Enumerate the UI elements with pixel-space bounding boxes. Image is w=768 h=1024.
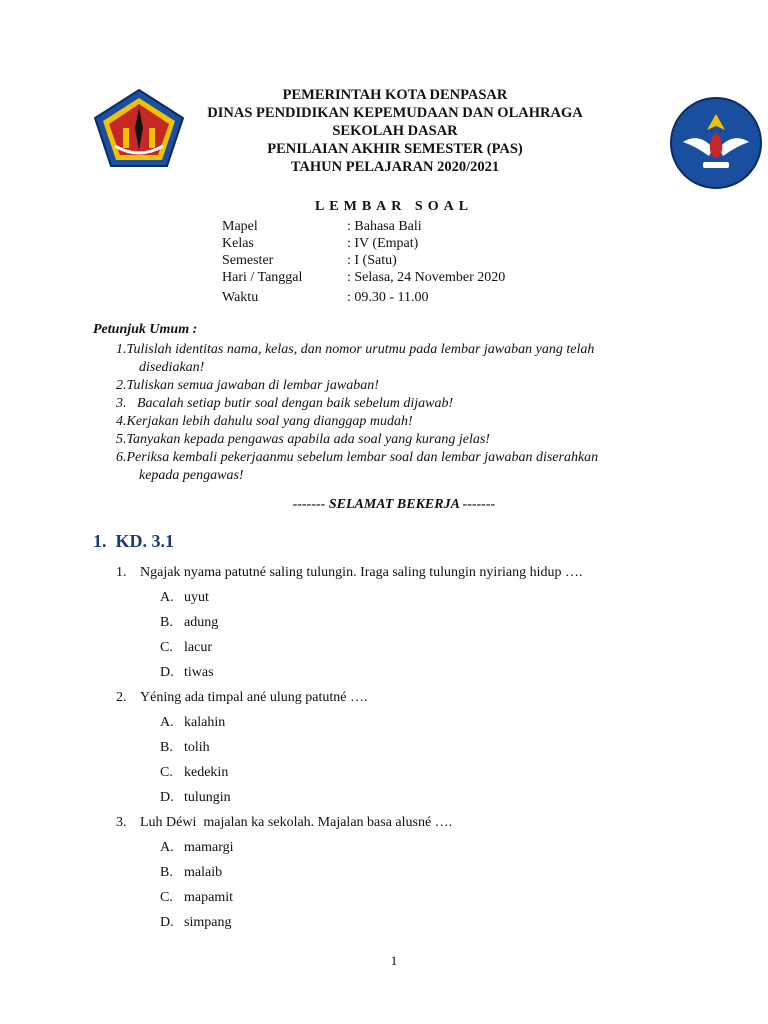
question-number: 1. [116, 565, 127, 580]
option-letter: C. [160, 640, 173, 655]
option-text: mapamit [184, 890, 233, 905]
instruction-text: 6.Periksa kembali pekerjaanmu sebelum lembar soal dan lembar jawaban diserahkan [116, 450, 599, 465]
option-text: tolih [184, 740, 210, 755]
answer-option [116, 763, 582, 788]
info-row-date [222, 269, 505, 286]
option-letter: B. [160, 865, 173, 880]
question-number: 2. [116, 690, 127, 705]
question-text: Yéning ada timpal ané ulung patutné …. [140, 690, 368, 705]
instruction-continuation: kepada pengawas! [139, 468, 244, 483]
closing-greeting: ------- SELAMAT BEKERJA ------- [292, 497, 496, 512]
info-value: : 09.30 - 11.00 [347, 290, 429, 305]
question-item [116, 813, 582, 838]
option-text: uyut [184, 590, 209, 605]
exam-info [222, 218, 505, 306]
info-label: Hari / Tanggal [222, 270, 303, 285]
sheet-title: LEMBAR SOAL [314, 199, 474, 214]
answer-option [116, 888, 582, 913]
option-text: adung [184, 615, 219, 630]
option-text: kedekin [184, 765, 229, 780]
option-letter: A. [160, 715, 174, 730]
answer-option [116, 788, 582, 813]
question-item [116, 563, 582, 588]
option-letter: C. [160, 765, 173, 780]
info-label: Mapel [222, 219, 258, 234]
instructions-heading: Petunjuk Umum : [93, 322, 198, 337]
section-heading: 1. KD. 3.1 [93, 531, 174, 551]
info-row-class [222, 235, 505, 252]
info-row-subject [222, 218, 505, 235]
option-text: simpang [184, 915, 232, 930]
info-value: : Bahasa Bali [347, 219, 422, 234]
info-value: : Selasa, 24 November 2020 [347, 270, 506, 285]
instruction-item [116, 341, 694, 377]
page-number: 1 [390, 953, 398, 968]
header-line-school: SEKOLAH DASAR [332, 123, 458, 139]
option-letter: C. [160, 890, 173, 905]
question-text: Ngajak nyama patutné saling tulungin. Iraga saling tulungin nyiriang hidup …. [140, 565, 583, 580]
instruction-text: 4.Kerjakan lebih dahulu soal yang dianggap mudah! [116, 414, 413, 429]
instruction-text: 2.Tuliskan semua jawaban di lembar jawaban! [116, 378, 379, 393]
school-header [180, 86, 610, 176]
option-text: malaib [184, 865, 223, 880]
answer-option [116, 588, 582, 613]
instruction-continuation: disediakan! [139, 360, 205, 375]
question-number: 3. [116, 815, 127, 830]
instruction-item [116, 395, 694, 413]
info-label: Kelas [222, 236, 254, 251]
option-letter: A. [160, 590, 174, 605]
answer-option [116, 863, 582, 888]
option-letter: D. [160, 790, 174, 805]
answer-option [116, 838, 582, 863]
option-letter: B. [160, 740, 173, 755]
instructions-list [116, 341, 694, 485]
option-letter: B. [160, 615, 173, 630]
answer-option [116, 663, 582, 688]
instruction-text: 5.Tanyakan kepada pengawas apabila ada soal yang kurang jelas! [116, 432, 490, 447]
option-letter: D. [160, 665, 174, 680]
answer-option [116, 713, 582, 738]
instruction-item [116, 449, 694, 485]
info-row-semester [222, 252, 505, 269]
question-text: Luh Déwi majalan ka sekolah. Majalan basa alusné …. [140, 815, 453, 830]
answer-option [116, 913, 582, 938]
header-line-year: TAHUN PELAJARAN 2020/2021 [290, 159, 500, 175]
instruction-item [116, 377, 694, 395]
info-value: : I (Satu) [347, 253, 397, 268]
option-text: lacur [184, 640, 212, 655]
option-letter: D. [160, 915, 174, 930]
info-label: Semester [222, 253, 274, 268]
option-letter: A. [160, 840, 174, 855]
header-line-government: PEMERINTAH KOTA DENPASAR [282, 87, 508, 103]
instruction-item [116, 431, 694, 449]
tut-wuri-handayani-emblem-icon [669, 96, 763, 190]
info-value: : IV (Empat) [347, 236, 419, 251]
option-text: tiwas [184, 665, 214, 680]
question-item [116, 688, 582, 713]
info-label: Waktu [222, 290, 259, 305]
info-row-time [222, 289, 505, 306]
option-text: tulungin [184, 790, 231, 805]
option-text: mamargi [184, 840, 234, 855]
header-line-exam: PENILAIAN AKHIR SEMESTER (PAS) [267, 141, 523, 157]
denpasar-city-emblem-icon [93, 88, 185, 168]
instruction-text: 3. Bacalah setiap butir soal dengan baik sebelum dijawab! [116, 396, 454, 411]
answer-option [116, 638, 582, 663]
answer-option [116, 738, 582, 763]
instruction-item [116, 413, 694, 431]
header-line-department: DINAS PENDIDIKAN KEPEMUDAAN DAN OLAHRAGA [207, 105, 583, 121]
question-list [116, 563, 582, 938]
answer-option [116, 613, 582, 638]
instruction-text: 1.Tulislah identitas nama, kelas, dan nomor urutmu pada lembar jawaban yang telah [116, 342, 595, 357]
option-text: kalahin [184, 715, 226, 730]
